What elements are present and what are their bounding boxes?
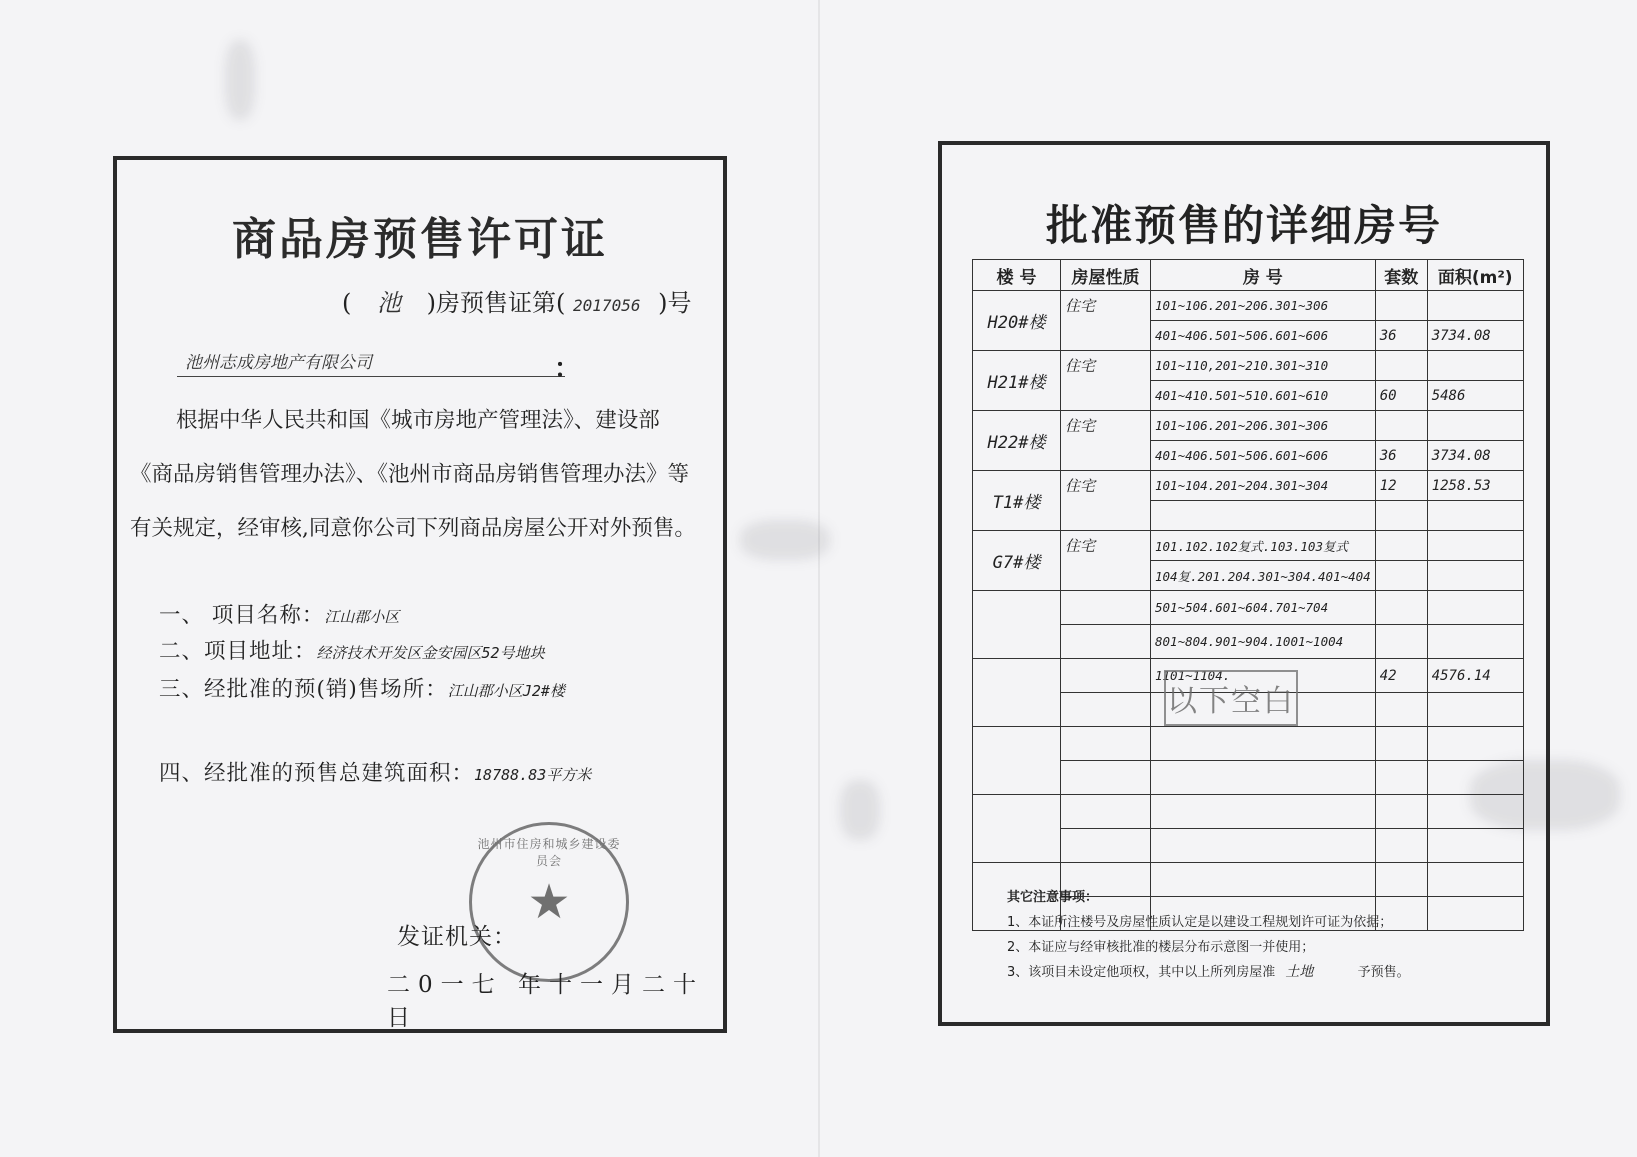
header-count: 套数 bbox=[1375, 260, 1427, 291]
table-row: G7#楼 住宅 101.102.102复式.103.103复式 bbox=[973, 531, 1524, 561]
table-row: 401~410.501~510.601~610 60 5486 bbox=[973, 381, 1524, 411]
header-rooms: 房 号 bbox=[1151, 260, 1376, 291]
table-row: 401~406.501~506.601~606 36 3734.08 bbox=[973, 321, 1524, 351]
note-handwritten: 土地 bbox=[1285, 964, 1314, 980]
star-icon: ★ bbox=[527, 874, 571, 930]
issue-date: 二0一七 年十一月二十 日 bbox=[387, 972, 704, 1031]
paper-fold bbox=[818, 0, 820, 1157]
permit-title: 商品房预售许可证 bbox=[232, 214, 608, 265]
sales-location: 江山郡小区J2#楼 bbox=[447, 682, 565, 700]
permit-number: ( 池 )房预售证第( 2017056 )号 bbox=[342, 289, 692, 317]
table-header-row bbox=[973, 260, 1524, 291]
scan-smudge bbox=[740, 520, 830, 560]
permit-serial: 2017056 bbox=[573, 296, 641, 315]
header-nature: 房屋性质 bbox=[1061, 260, 1151, 291]
notes-section bbox=[1007, 885, 1410, 985]
project-name: 江山郡小区 bbox=[324, 608, 400, 626]
table-row: 501~504.601~604.701~704 bbox=[973, 591, 1524, 625]
units-title: 批准预售的详细房号 bbox=[1045, 201, 1442, 250]
table-row: 1101~1104. 42 4576.14 bbox=[973, 659, 1524, 693]
notes-title: 其它注意事项： bbox=[1007, 890, 1099, 905]
blank-below-stamp: 以下空白 bbox=[1164, 670, 1298, 726]
project-address: 经济技术开发区金安园区52号地块 bbox=[316, 644, 545, 662]
table-row: 801~804.901~904.1001~1004 bbox=[973, 625, 1524, 659]
total-area-row: 四、经批准的预售总建筑面积：18788.83平方米 bbox=[159, 761, 592, 786]
table-row: H20#楼 住宅 101~106.201~206.301~306 bbox=[973, 291, 1524, 321]
sales-location-row: 三、经批准的预(销)售场所：江山郡小区J2#楼 bbox=[159, 677, 565, 702]
header-area: 面积(m²) bbox=[1427, 260, 1523, 291]
note-item: 1、本证所注楼号及房屋性质认定是以建设工程规划许可证为依据； bbox=[1007, 915, 1393, 930]
permit-body: 根据中华人民共和国《城市房地产管理法》、建设部《商品房销售管理办法》、《池州市商品房销售管理办法》等有关规定，经审核,同意你公司下列商品房屋公开对外预售。 bbox=[130, 408, 696, 541]
table-row: T1#楼 住宅 101~104.201~204.301~304 12 1258.53 bbox=[973, 471, 1524, 501]
units-table bbox=[972, 259, 1524, 931]
project-name-row: 一、 项目名称：江山郡小区 bbox=[159, 603, 400, 628]
table-row: H21#楼 住宅 101~110,201~210.301~310 bbox=[973, 351, 1524, 381]
company-name: 池州志成房地产有限公司 bbox=[177, 350, 565, 377]
table-row: 401~406.501~506.601~606 36 3734.08 bbox=[973, 441, 1524, 471]
company-colon: ： bbox=[554, 354, 581, 384]
header-building: 楼 号 bbox=[973, 260, 1061, 291]
scan-smudge bbox=[840, 780, 880, 840]
table-row bbox=[973, 727, 1524, 761]
presale-permit-certificate bbox=[113, 156, 727, 1033]
approved-units-certificate bbox=[938, 141, 1550, 1026]
table-row: 104复.201.204.301~304.401~404 bbox=[973, 561, 1524, 591]
table-row bbox=[973, 795, 1524, 829]
note-item: 2、本证应与经审核批准的楼层分布示意图一并使用； bbox=[1007, 940, 1315, 955]
project-address-row: 二、项目地址：经济技术开发区金安园区52号地块 bbox=[159, 639, 545, 664]
table-row: H22#楼 住宅 101~106.201~206.301~306 bbox=[973, 411, 1524, 441]
total-area: 18788.83平方米 bbox=[474, 766, 592, 784]
scan-smudge bbox=[225, 40, 255, 120]
permit-city: 池 bbox=[377, 289, 402, 317]
issuing-authority: 发证机关： bbox=[397, 924, 517, 950]
note-item: 3、该项目未设定他项权，其中以上所列房屋准 土地 予预售。 bbox=[1007, 964, 1410, 980]
official-seal: 池州市住房和城乡建设委员会 ★ bbox=[469, 822, 629, 982]
